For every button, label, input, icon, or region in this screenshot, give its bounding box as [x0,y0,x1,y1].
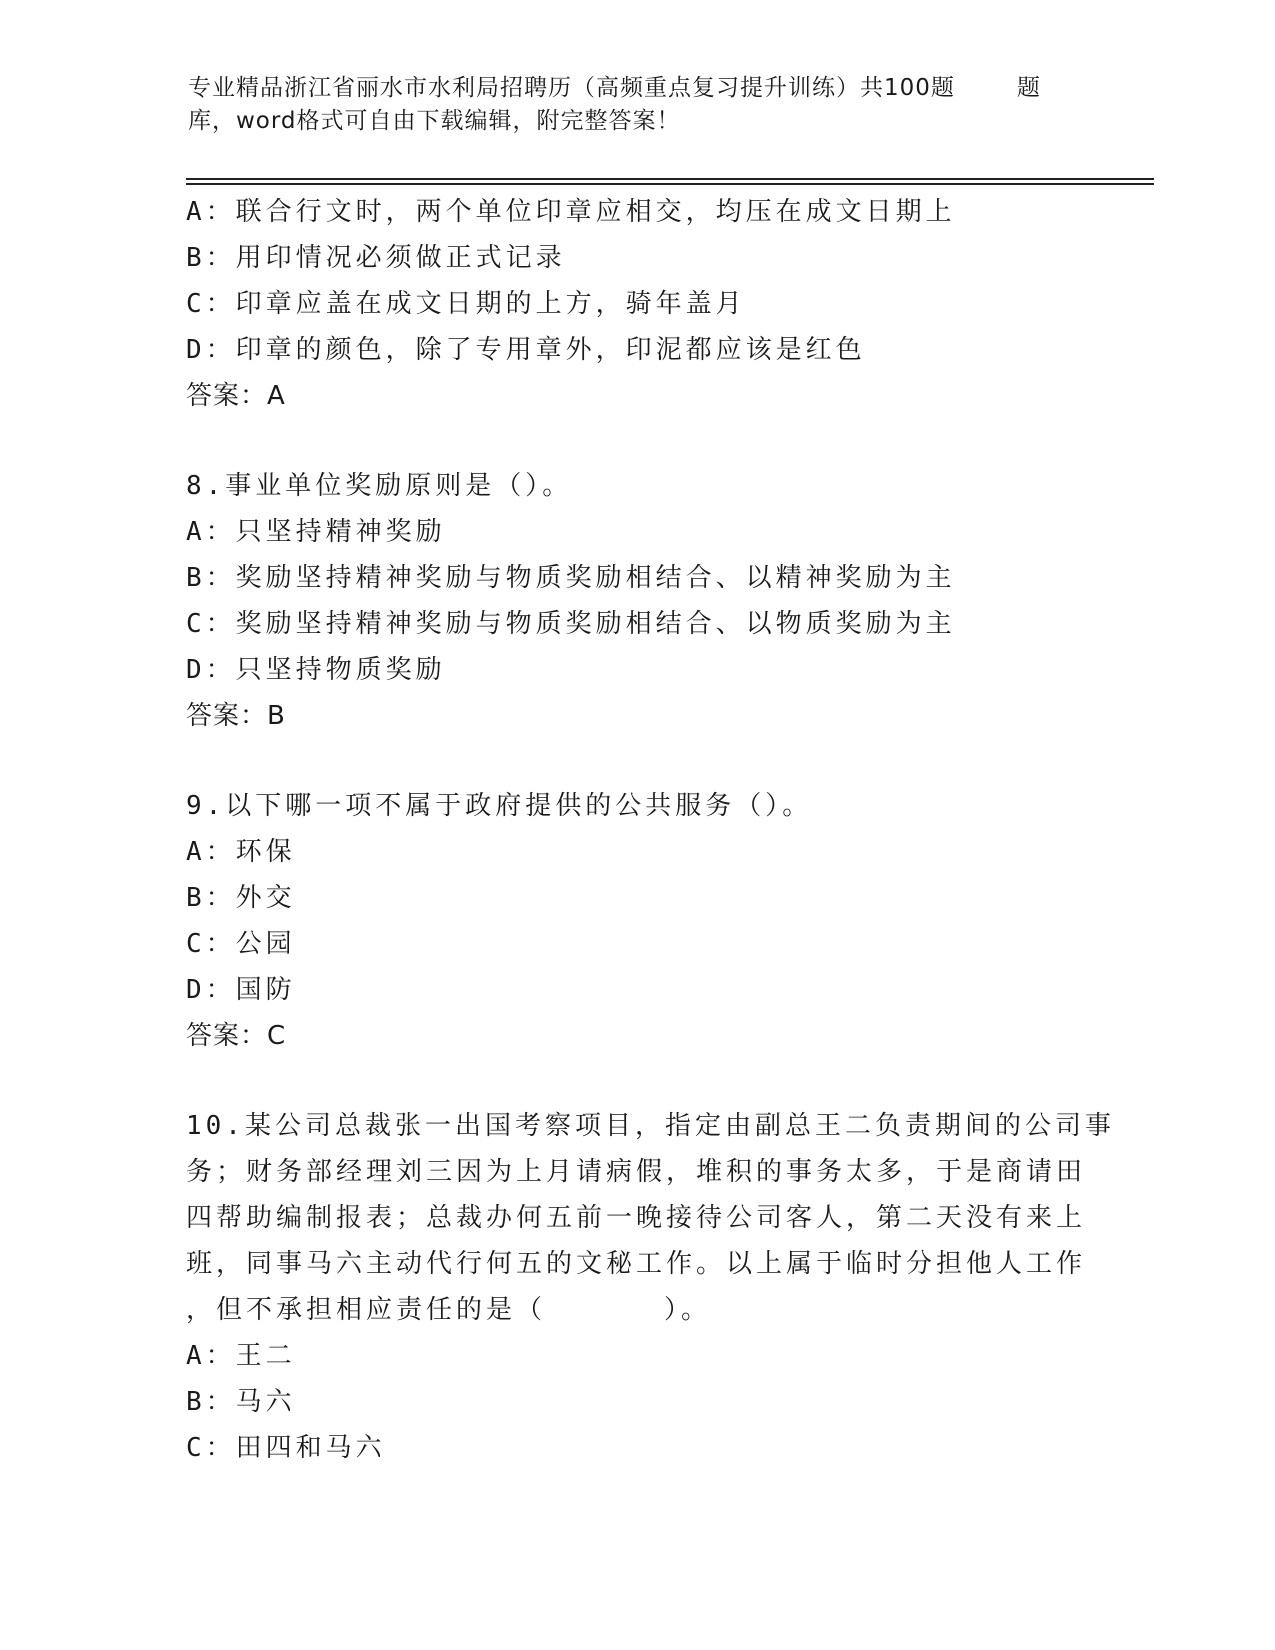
question-8 [186,463,1086,739]
question-line: 务；财务部经理刘三因为上月请病假，堆积的事务太多，于是商请田 [186,1157,1087,1187]
option-a: A：联合行文时，两个单位印章应相交，均压在成文日期上 [186,197,956,227]
header-divider-top [186,178,1154,180]
question-text [186,1103,1115,1333]
question-line: ，但不承担相应责任的是（ ）。 [186,1295,712,1325]
question-line: 10.某公司总裁张一出国考察项目，指定由副总王二负责期间的公司事 [186,1111,1115,1141]
option-a: A：环保 [186,837,296,867]
option-d: D：只坚持物质奖励 [186,655,446,685]
answer: 答案：C [186,1021,287,1051]
option-b: B：奖励坚持精神奖励与物质奖励相结合、以精神奖励为主 [186,563,956,593]
question-line: 四帮助编制报表；总裁办何五前一晚接待公司客人，第二天没有来上 [186,1203,1087,1233]
question-9 [186,783,1086,1059]
question-text: 8.事业单位奖励原则是（）。 [186,471,573,501]
option-b: B：马六 [186,1387,296,1417]
header-line-1: 专业精品浙江省丽水市水利局招聘历（高频重点复习提升训练）共100题 题 [188,75,1041,101]
option-c: C：田四和马六 [186,1433,386,1463]
answer: 答案：A [186,381,286,411]
option-c: C：印章应盖在成文日期的上方，骑年盖月 [186,289,746,319]
option-a: A：只坚持精神奖励 [186,517,446,547]
answer: 答案：B [186,701,286,731]
question-text: 9.以下哪一项不属于政府提供的公共服务（）。 [186,791,813,821]
question-7 [186,189,1086,419]
option-c: C：公园 [186,929,296,959]
option-d: D：国防 [186,975,296,1005]
option-b: B：用印情况必须做正式记录 [186,243,566,273]
question-10 [186,1103,1115,1471]
option-d: D：印章的颜色，除了专用章外，印泥都应该是红色 [186,335,866,365]
question-line: 班，同事马六主动代行何五的文秘工作。以上属于临时分担他人工作 [186,1249,1087,1279]
question-list [186,189,1115,1471]
option-a: A：王二 [186,1341,296,1371]
header-divider-bottom [186,183,1154,185]
option-b: B：外交 [186,883,296,913]
header-line-2: 库，word格式可自由下载编辑，附完整答案！ [188,108,681,134]
document-header [188,72,1088,138]
option-c: C：奖励坚持精神奖励与物质奖励相结合、以物质奖励为主 [186,609,956,639]
